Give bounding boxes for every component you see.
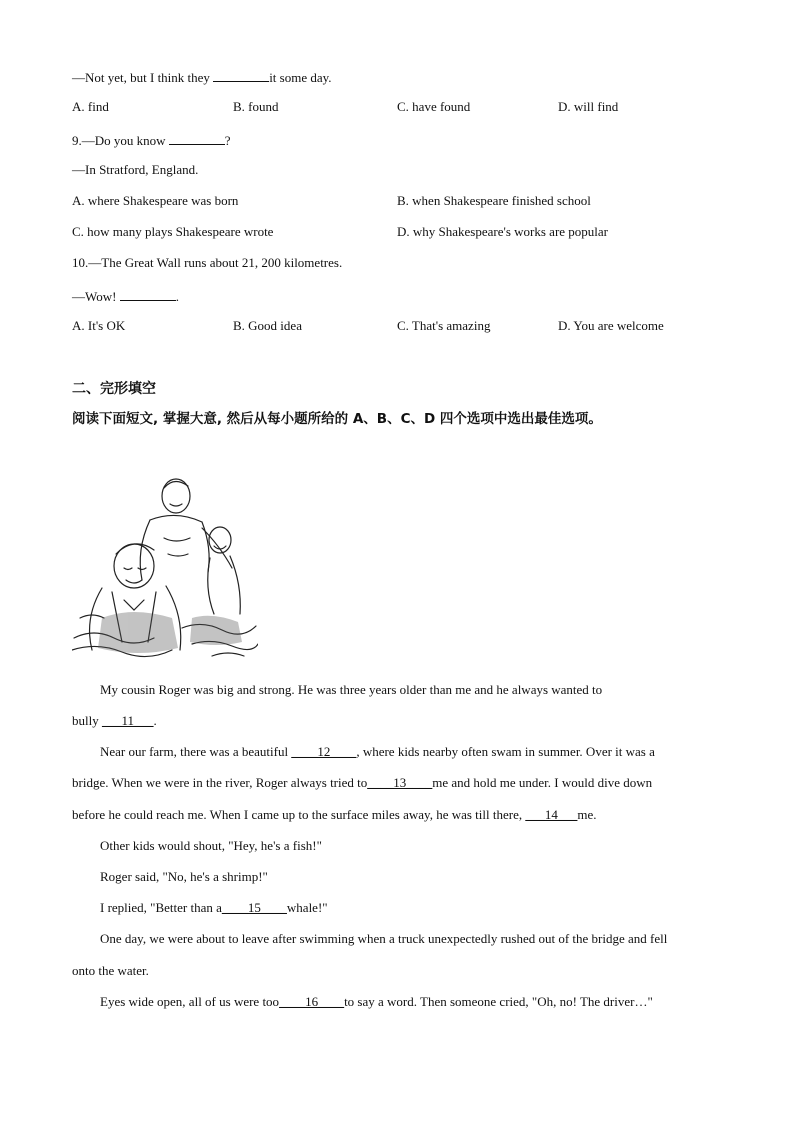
q9-prompt-text-a: 9.—Do you know — [72, 133, 169, 148]
passage-line-5 — [72, 807, 597, 823]
section-instruction: 阅读下面短文, 掌握大意, 然后从每小题所给的 A、B、C、D 四个选项中选出最佳选项。 — [72, 411, 602, 427]
passage-text: . — [153, 713, 157, 728]
q10-response-text-a: —Wow! — [72, 289, 120, 304]
q8-response-text-b: it some day. — [269, 70, 332, 85]
q10-response-text-b: . — [175, 289, 179, 304]
q8-option-b: B. found — [233, 99, 279, 114]
passage-text: bully — [72, 713, 102, 728]
q8-option-a: A. find — [72, 99, 109, 114]
q8-option-d: D. will find — [558, 99, 619, 114]
q10-option-d: D. You are welcome — [558, 318, 664, 333]
passage-line-6: Other kids would shout, "Hey, he's a fish!" — [100, 838, 322, 853]
passage-line-4 — [72, 775, 652, 791]
q8-option-c: C. have found — [397, 99, 471, 114]
q9-option-b: B. when Shakespeare finished school — [397, 193, 591, 208]
blank-11: ___11___ — [101, 713, 154, 728]
passage-line-11 — [100, 994, 653, 1010]
passage-text: me. — [577, 807, 597, 822]
blank-12: ____12____ — [291, 744, 357, 759]
passage-text: to say a word. Then someone cried, "Oh, no! The driver…" — [344, 994, 653, 1009]
rescue-sketch-illustration — [72, 468, 258, 666]
blank-16: ____16____ — [279, 994, 345, 1009]
passage-line-8 — [100, 900, 328, 916]
passage-text: bridge. When we were in the river, Roger always tried to — [72, 775, 368, 790]
passage-text: before he could reach me. When I came up to the surface miles away, he was till there, — [72, 807, 526, 822]
passage-text: Eyes wide open, all of us were too — [100, 994, 280, 1009]
q9-option-a: A. where Shakespeare was born — [72, 193, 239, 208]
passage-text: , where kids nearby often swam in summer. Over it was a — [356, 744, 655, 759]
passage-illustration — [72, 468, 258, 666]
passage-text: I replied, "Better than a — [100, 900, 222, 915]
passage-line-7: Roger said, "No, he's a shrimp!" — [100, 869, 268, 884]
q9-option-c: C. how many plays Shakespeare wrote — [72, 224, 274, 239]
passage-line-3 — [100, 744, 655, 760]
passage-text: Near our farm, there was a beautiful — [100, 744, 292, 759]
q10-option-b: B. Good idea — [233, 318, 302, 333]
q10-response-line — [72, 287, 179, 305]
blank-13: ____13____ — [367, 775, 433, 790]
q9-prompt-line — [72, 131, 231, 149]
section-heading: 二、完形填空 — [72, 381, 156, 397]
passage-line-2 — [72, 713, 157, 729]
q9-option-d: D. why Shakespeare's works are popular — [397, 224, 609, 239]
q10-prompt-line: 10.—The Great Wall runs about 21, 200 kilometres. — [72, 255, 343, 270]
q10-option-a: A. It's OK — [72, 318, 126, 333]
passage-line-9: One day, we were about to leave after swimming when a truck unexpectedly rushed out of the bridge and fell — [100, 931, 668, 946]
q8-answer-blank — [213, 68, 269, 82]
q9-prompt-text-b: ? — [224, 133, 231, 148]
q10-answer-blank — [120, 287, 176, 301]
blank-14: ___14___ — [525, 807, 578, 822]
q8-response-text-a: —Not yet, but I think they — [72, 70, 214, 85]
q9-answer-blank — [169, 131, 225, 145]
passage-text: whale!" — [286, 900, 328, 915]
q10-option-c: C. That's amazing — [397, 318, 491, 333]
passage-text: me and hold me under. I would dive down — [432, 775, 653, 790]
q9-response-line: —In Stratford, England. — [72, 162, 199, 177]
blank-15: ____15____ — [221, 900, 287, 915]
passage-line-10: onto the water. — [72, 963, 149, 978]
passage-line-1: My cousin Roger was big and strong. He was three years older than me and he always wanted to — [100, 682, 603, 697]
q8-response-line — [72, 68, 332, 86]
